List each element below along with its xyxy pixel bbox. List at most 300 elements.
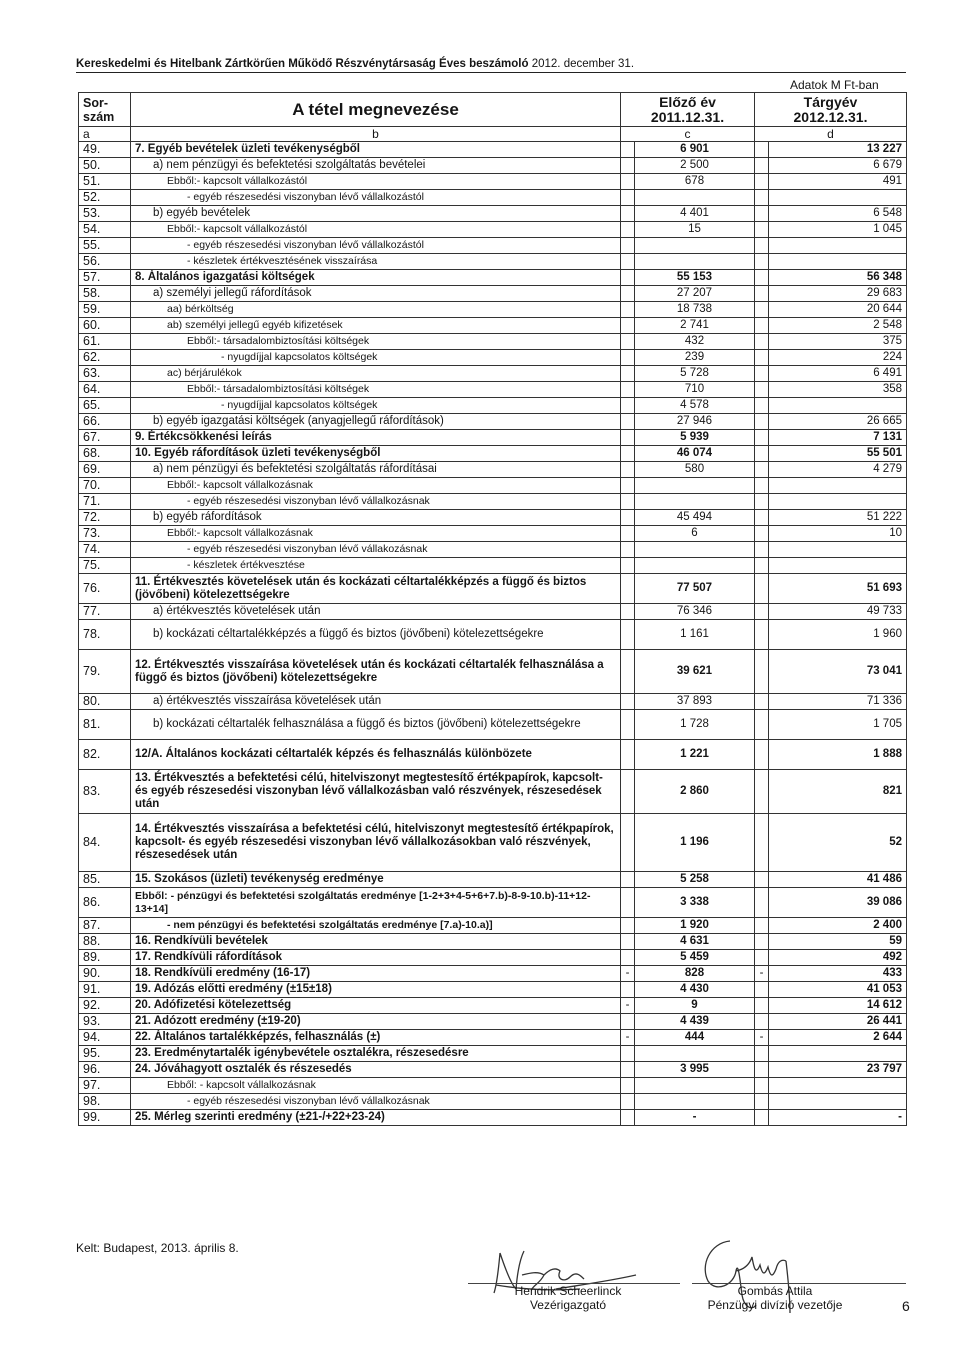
current-year-value: 41 053	[769, 982, 907, 998]
item-description: 19. Adózás előtti eredmény (±15±18)	[131, 982, 621, 998]
previous-year-sign	[621, 270, 635, 286]
current-year-value: 1 960	[769, 620, 907, 650]
current-year-value	[769, 542, 907, 558]
current-year-sign	[755, 398, 769, 414]
previous-year-value: 432	[635, 334, 755, 350]
item-description: Ebből:- kapcsolt vállalkozásnak	[131, 478, 621, 494]
table-row	[79, 1110, 907, 1126]
previous-year-sign: -	[621, 1030, 635, 1046]
current-year-value: 1 045	[769, 222, 907, 238]
previous-year-sign	[621, 934, 635, 950]
table-row	[79, 158, 907, 174]
item-description: b) egyéb bevételek	[131, 206, 621, 222]
current-year-sign	[755, 814, 769, 872]
current-year-value: -	[769, 1110, 907, 1126]
current-year-sign	[755, 478, 769, 494]
row-number: 57.	[79, 270, 131, 286]
table-row	[79, 1030, 907, 1046]
item-description: - nyugdíjjal kapcsolatos költségek	[131, 350, 621, 366]
item-description: Ebből: - kapcsolt vállalkozásnak	[131, 1078, 621, 1094]
row-number: 99.	[79, 1110, 131, 1126]
sor-label: Sor-	[83, 95, 108, 110]
table-row	[79, 414, 907, 430]
current-year-value: 224	[769, 350, 907, 366]
current-year-sign	[755, 918, 769, 934]
item-description: aa) bérköltség	[131, 302, 621, 318]
current-year-sign	[755, 430, 769, 446]
item-description: Ebből:- kapcsolt vállalkozásnak	[131, 526, 621, 542]
table-row	[79, 872, 907, 888]
row-number: 65.	[79, 398, 131, 414]
previous-year-sign	[621, 1094, 635, 1110]
row-number: 73.	[79, 526, 131, 542]
previous-year-value	[635, 1078, 755, 1094]
row-number: 61.	[79, 334, 131, 350]
previous-year-sign	[621, 206, 635, 222]
table-row	[79, 966, 907, 982]
previous-year-sign	[621, 430, 635, 446]
previous-year-sign	[621, 318, 635, 334]
current-year-value: 41 486	[769, 872, 907, 888]
current-year-value: 2 548	[769, 318, 907, 334]
table-row	[79, 510, 907, 526]
previous-year-value: 4 631	[635, 934, 755, 950]
item-description: b) egyéb igazgatási költségek (anyagjellegű ráfordítások)	[131, 414, 621, 430]
previous-year-value: 4 430	[635, 982, 755, 998]
table-row	[79, 934, 907, 950]
item-description: Ebből:- társadalombiztosítási költségek	[131, 382, 621, 398]
previous-year-sign: -	[621, 966, 635, 982]
table-row	[79, 238, 907, 254]
row-number: 79.	[79, 650, 131, 694]
previous-year-value	[635, 558, 755, 574]
current-year-value	[769, 1078, 907, 1094]
row-number: 93.	[79, 1014, 131, 1030]
row-number: 74.	[79, 542, 131, 558]
row-number: 95.	[79, 1046, 131, 1062]
current-year-sign: -	[755, 966, 769, 982]
current-year-sign	[755, 526, 769, 542]
previous-year-value	[635, 494, 755, 510]
table-row	[79, 302, 907, 318]
table-row	[79, 382, 907, 398]
item-description: - egyéb részesedési viszonyban lévő vállalkozásnak	[131, 1094, 621, 1110]
table-header-row	[79, 93, 907, 127]
current-year-sign	[755, 190, 769, 206]
previous-year-sign	[621, 1110, 635, 1126]
previous-year-value	[635, 238, 755, 254]
current-year-value: 492	[769, 950, 907, 966]
current-year-sign	[755, 710, 769, 740]
row-number: 87.	[79, 918, 131, 934]
previous-year-sign	[621, 302, 635, 318]
table-row	[79, 398, 907, 414]
current-year-sign	[755, 950, 769, 966]
row-number: 84.	[79, 814, 131, 872]
item-description: 7. Egyéb bevételek üzleti tevékenységből	[131, 142, 621, 158]
table-row	[79, 574, 907, 604]
row-number: 89.	[79, 950, 131, 966]
current-year-value: 1 888	[769, 740, 907, 770]
previous-year-value: 77 507	[635, 574, 755, 604]
item-description: - készletek értékvesztésének visszaírása	[131, 254, 621, 270]
previous-year-value: 710	[635, 382, 755, 398]
row-number: 96.	[79, 1062, 131, 1078]
current-year-value	[769, 238, 907, 254]
current-year-sign	[755, 574, 769, 604]
row-number: 68.	[79, 446, 131, 462]
current-year-value: 6 679	[769, 158, 907, 174]
row-number: 71.	[79, 494, 131, 510]
previous-year-value: 5 459	[635, 950, 755, 966]
previous-year-value: 5 728	[635, 366, 755, 382]
item-description: 12/A. Általános kockázati céltartalék képzés és felhasználás különbözete	[131, 740, 621, 770]
current-year-sign	[755, 1110, 769, 1126]
item-description: ac) bérjárulékok	[131, 366, 621, 382]
report-header	[76, 58, 634, 70]
previous-year-value: 3 338	[635, 888, 755, 918]
current-year-sign	[755, 462, 769, 478]
previous-year-sign	[621, 620, 635, 650]
signer-2-block	[680, 1284, 870, 1312]
item-description: a) nem pénzügyi és befektetési szolgáltatás ráfordításai	[131, 462, 621, 478]
previous-year-sign	[621, 174, 635, 190]
previous-year-value: 2 860	[635, 770, 755, 814]
item-description: a) személyi jellegű ráfordítások	[131, 286, 621, 302]
row-number: 85.	[79, 872, 131, 888]
previous-year-sign	[621, 254, 635, 270]
current-year-value: 29 683	[769, 286, 907, 302]
row-number: 92.	[79, 998, 131, 1014]
previous-year-sign	[621, 382, 635, 398]
row-number: 83.	[79, 770, 131, 814]
previous-year-sign	[621, 494, 635, 510]
previous-year-value: 3 995	[635, 1062, 755, 1078]
previous-year-value: 1 920	[635, 918, 755, 934]
table-row	[79, 620, 907, 650]
table-row	[79, 710, 907, 740]
previous-year-sign	[621, 462, 635, 478]
current-year-sign	[755, 350, 769, 366]
previous-year-sign	[621, 414, 635, 430]
current-year-date: 2012.12.31.	[793, 108, 868, 125]
previous-year-value: 1 728	[635, 710, 755, 740]
page-number: 6	[902, 1298, 910, 1314]
current-year-value: 39 086	[769, 888, 907, 918]
row-number: 77.	[79, 604, 131, 620]
previous-year-sign	[621, 190, 635, 206]
current-year-value: 56 348	[769, 270, 907, 286]
row-number: 86.	[79, 888, 131, 918]
previous-year-value	[635, 1046, 755, 1062]
table-row	[79, 650, 907, 694]
current-year-sign	[755, 888, 769, 918]
row-number: 53.	[79, 206, 131, 222]
row-number: 54.	[79, 222, 131, 238]
previous-year-value: 18 738	[635, 302, 755, 318]
previous-year-sign	[621, 770, 635, 814]
table-row	[79, 542, 907, 558]
item-description: 9. Értékcsökkenési leírás	[131, 430, 621, 446]
previous-year-value: 2 741	[635, 318, 755, 334]
current-year-sign	[755, 446, 769, 462]
previous-year-sign	[621, 1078, 635, 1094]
report-title: Kereskedelmi és Hitelbank Zártkörűen Működő Részvénytársaság Éves beszámoló	[76, 58, 529, 70]
current-year-value: 49 733	[769, 604, 907, 620]
previous-year-value: 828	[635, 966, 755, 982]
row-number: 75.	[79, 558, 131, 574]
table-row	[79, 446, 907, 462]
previous-year-sign	[621, 950, 635, 966]
table-row	[79, 558, 907, 574]
current-year-value: 6 491	[769, 366, 907, 382]
row-number: 49.	[79, 142, 131, 158]
item-description: 15. Szokásos (üzleti) tevékenység eredménye	[131, 872, 621, 888]
row-number: 81.	[79, 710, 131, 740]
previous-year-value	[635, 190, 755, 206]
previous-year-sign	[621, 1062, 635, 1078]
item-description: a) nem pénzügyi és befektetési szolgáltatás bevételei	[131, 158, 621, 174]
current-year-sign	[755, 934, 769, 950]
table-row	[79, 350, 907, 366]
income-statement-table	[78, 92, 907, 1126]
item-description: 24. Jóváhagyott osztalék és részesedés	[131, 1062, 621, 1078]
column-letter-b: b	[131, 127, 621, 142]
item-description: b) kockázati céltartalékképzés a függő és biztos (jövőbeni) kötelezettségekre	[131, 620, 621, 650]
item-description: Ebből:- kapcsolt vállalkozástól	[131, 174, 621, 190]
item-description: 16. Rendkívüli bevételek	[131, 934, 621, 950]
table-row	[79, 222, 907, 238]
previous-year-value: 15	[635, 222, 755, 238]
current-year-sign	[755, 334, 769, 350]
previous-year-value: 6 901	[635, 142, 755, 158]
signer-1-block	[468, 1284, 668, 1312]
column-letter-d: d	[755, 127, 907, 142]
previous-year-value: 239	[635, 350, 755, 366]
previous-year-sign	[621, 222, 635, 238]
current-year-sign	[755, 650, 769, 694]
item-description: Ebből:- társadalombiztosítási költségek	[131, 334, 621, 350]
previous-year-sign	[621, 558, 635, 574]
row-number: 91.	[79, 982, 131, 998]
current-year-value: 10	[769, 526, 907, 542]
item-description: b) egyéb ráfordítások	[131, 510, 621, 526]
item-description: 18. Rendkívüli eredmény (16-17)	[131, 966, 621, 982]
previous-year-sign	[621, 398, 635, 414]
current-year-sign	[755, 694, 769, 710]
current-year-sign	[755, 740, 769, 770]
previous-year-value: 55 153	[635, 270, 755, 286]
previous-year-sign	[621, 740, 635, 770]
current-year-value: 358	[769, 382, 907, 398]
table-row	[79, 814, 907, 872]
previous-year-value: 4 578	[635, 398, 755, 414]
current-year-value: 51 222	[769, 510, 907, 526]
item-description: 11. Értékvesztés követelések után és kockázati céltartalékképzés a függő és biztos (jövőbeni) kötelezettségekre	[131, 574, 621, 604]
table-row	[79, 1078, 907, 1094]
current-year-value: 13 227	[769, 142, 907, 158]
row-number: 55.	[79, 238, 131, 254]
previous-year-value: 45 494	[635, 510, 755, 526]
previous-year-value: 1 196	[635, 814, 755, 872]
previous-year-sign	[621, 478, 635, 494]
table-row	[79, 462, 907, 478]
row-number: 78.	[79, 620, 131, 650]
previous-year-sign	[621, 982, 635, 998]
previous-year-sign	[621, 286, 635, 302]
current-year-sign	[755, 286, 769, 302]
table-row	[79, 142, 907, 158]
current-year-value	[769, 1046, 907, 1062]
item-description: 8. Általános igazgatási költségek	[131, 270, 621, 286]
row-number-header	[79, 93, 131, 127]
previous-year-value: 678	[635, 174, 755, 190]
current-year-sign	[755, 382, 769, 398]
row-number: 97.	[79, 1078, 131, 1094]
previous-year-sign	[621, 1046, 635, 1062]
previous-year-sign	[621, 710, 635, 740]
column-letter-row	[79, 127, 907, 142]
previous-year-value: -	[635, 1110, 755, 1126]
column-letter-c: c	[621, 127, 755, 142]
previous-year-sign	[621, 510, 635, 526]
signer-2-title: Pénzügyi divízió vezetője	[707, 1298, 843, 1312]
current-year-value: 6 548	[769, 206, 907, 222]
current-year-sign: -	[755, 1030, 769, 1046]
table-row	[79, 982, 907, 998]
current-year-value	[769, 190, 907, 206]
current-year-sign	[755, 206, 769, 222]
item-description: 23. Eredménytartalék igénybevétele osztalékra, részesedésre	[131, 1046, 621, 1062]
previous-year-sign	[621, 446, 635, 462]
table-row	[79, 254, 907, 270]
previous-year-sign	[621, 814, 635, 872]
current-year-value: 73 041	[769, 650, 907, 694]
table-row	[79, 478, 907, 494]
previous-year-value: 46 074	[635, 446, 755, 462]
item-description: 25. Mérleg szerinti eredmény (±21-/+22+23-24)	[131, 1110, 621, 1126]
previous-year-value: 27 946	[635, 414, 755, 430]
row-number: 62.	[79, 350, 131, 366]
row-number: 82.	[79, 740, 131, 770]
previous-year-sign	[621, 1014, 635, 1030]
current-year-sign	[755, 366, 769, 382]
row-number: 69.	[79, 462, 131, 478]
previous-year-sign	[621, 574, 635, 604]
row-number: 64.	[79, 382, 131, 398]
previous-year-sign	[621, 366, 635, 382]
current-year-value	[769, 558, 907, 574]
previous-year-value	[635, 542, 755, 558]
previous-year-value: 39 621	[635, 650, 755, 694]
current-year-sign	[755, 318, 769, 334]
current-year-value: 71 336	[769, 694, 907, 710]
current-year-sign	[755, 142, 769, 158]
item-description: 14. Értékvesztés visszaírása a befektetési célú, hitelviszonyt megtestesítő értékpapírok, kapcsolt- és egyéb részesedési viszonyban lévő vállalkozásokban való részvények, részesedések után	[131, 814, 621, 872]
signer-1-name: Hendrik Scheerlinck	[514, 1284, 622, 1298]
table-row	[79, 318, 907, 334]
current-year-header	[755, 93, 907, 127]
row-number: 59.	[79, 302, 131, 318]
previous-year-value	[635, 254, 755, 270]
current-year-value: 7 131	[769, 430, 907, 446]
previous-year-value: 580	[635, 462, 755, 478]
current-year-value: 4 279	[769, 462, 907, 478]
current-year-value: 14 612	[769, 998, 907, 1014]
current-year-label: Tárgyév	[803, 93, 858, 110]
item-description: 21. Adózott eredmény (±19-20)	[131, 1014, 621, 1030]
current-year-sign	[755, 1078, 769, 1094]
row-number: 67.	[79, 430, 131, 446]
current-year-value: 51 693	[769, 574, 907, 604]
table-row	[79, 494, 907, 510]
previous-year-sign	[621, 694, 635, 710]
previous-year-value	[635, 478, 755, 494]
item-description: Ebből:- kapcsolt vállalkozástól	[131, 222, 621, 238]
table-row	[79, 950, 907, 966]
item-description: a) értékvesztés követelések után	[131, 604, 621, 620]
current-year-sign	[755, 620, 769, 650]
current-year-sign	[755, 222, 769, 238]
item-description: 20. Adófizetési kötelezettség	[131, 998, 621, 1014]
previous-year-sign	[621, 888, 635, 918]
previous-year-value: 76 346	[635, 604, 755, 620]
previous-year-value: 9	[635, 998, 755, 1014]
table-row	[79, 770, 907, 814]
current-year-sign	[755, 982, 769, 998]
table-row	[79, 694, 907, 710]
previous-year-value: 5 939	[635, 430, 755, 446]
current-year-value: 23 797	[769, 1062, 907, 1078]
current-year-value: 26 665	[769, 414, 907, 430]
row-number: 98.	[79, 1094, 131, 1110]
current-year-value: 20 644	[769, 302, 907, 318]
current-year-sign	[755, 558, 769, 574]
item-description: 17. Rendkívüli ráfordítások	[131, 950, 621, 966]
previous-year-value: 27 207	[635, 286, 755, 302]
current-year-sign	[755, 302, 769, 318]
current-year-value: 433	[769, 966, 907, 982]
row-number: 63.	[79, 366, 131, 382]
current-year-sign	[755, 254, 769, 270]
table-row	[79, 1062, 907, 1078]
row-number: 58.	[79, 286, 131, 302]
current-year-value: 55 501	[769, 446, 907, 462]
current-year-sign	[755, 872, 769, 888]
row-number: 50.	[79, 158, 131, 174]
current-year-value	[769, 398, 907, 414]
row-number: 60.	[79, 318, 131, 334]
item-description: - készletek értékvesztése	[131, 558, 621, 574]
item-description: 10. Egyéb ráfordítások üzleti tevékenységből	[131, 446, 621, 462]
previous-year-sign	[621, 604, 635, 620]
previous-year-value: 1 221	[635, 740, 755, 770]
item-description: a) értékvesztés visszaírása követelések után	[131, 694, 621, 710]
table-row	[79, 1014, 907, 1030]
item-description: - egyéb részesedési viszonyban lévő vállalkozástól	[131, 238, 621, 254]
previous-year-sign	[621, 918, 635, 934]
item-description: b) kockázati céltartalék felhasználása a függő és biztos (jövőbeni) kötelezettségekre	[131, 710, 621, 740]
current-year-sign	[755, 1094, 769, 1110]
table-row	[79, 888, 907, 918]
item-name-header: A tétel megnevezése	[131, 93, 621, 127]
current-year-sign	[755, 998, 769, 1014]
item-description: - nyugdíjjal kapcsolatos költségek	[131, 398, 621, 414]
item-description: - egyéb részesedési viszonyban lévő vállalkozásnak	[131, 494, 621, 510]
current-year-value	[769, 1094, 907, 1110]
row-number: 56.	[79, 254, 131, 270]
current-year-sign	[755, 770, 769, 814]
